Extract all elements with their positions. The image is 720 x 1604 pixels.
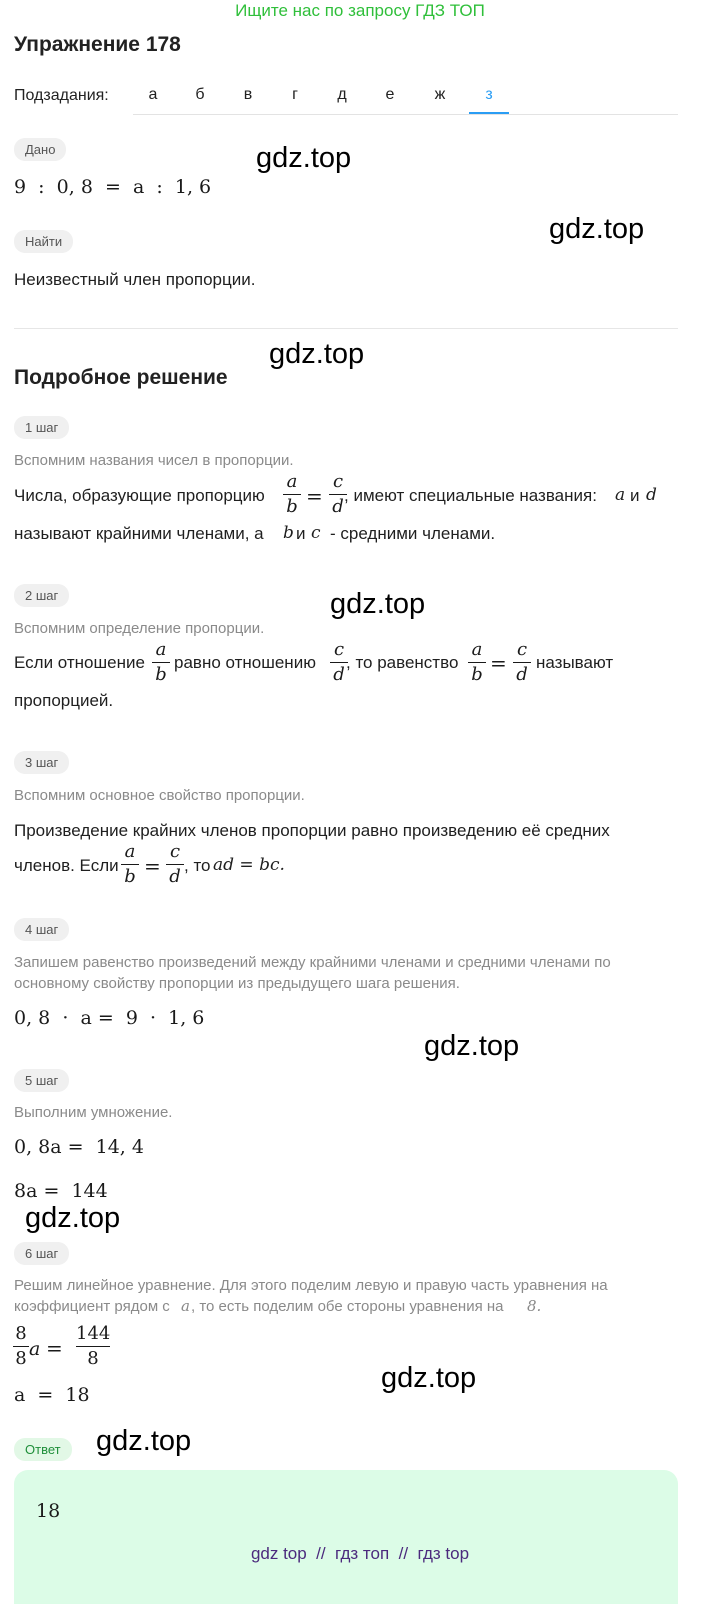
solution-title: Подробное решение [14,366,228,389]
step-text: , то [184,856,211,875]
watermark: gdz.top [549,213,645,245]
step-badge: 2 шаг [14,584,69,607]
step-text: и [296,524,306,543]
equals-sign: = [490,651,507,675]
fraction-c-over-d: c d [513,640,531,685]
subtask-tabs [133,80,678,115]
step-hint: Выполним умножение. [14,1104,173,1121]
math-expression: ad = bc. [213,855,285,875]
tab-d[interactable]: д [337,86,347,103]
tab-zh[interactable]: ж [434,86,446,103]
find-text: Неизвестный член пропорции. [14,270,256,289]
step-text: , имеют специальные названия: [344,486,597,505]
fraction-a-over-b: a b [121,842,139,887]
step-result: a = 18 [14,1384,90,1406]
subtasks-label: Подзадания: [14,87,109,104]
step-hint: Вспомним основное свойство пропорции. [14,787,305,804]
watermark: gdz.top [25,1202,121,1234]
step-text: пропорцией. [14,691,114,710]
math-var: b [283,523,294,543]
math-var: d [646,485,657,505]
tab-z-active[interactable]: з [469,80,509,114]
step-text: равно отношению [174,653,316,672]
promo-banner: Ищите нас по запросу ГДЗ ТОП [235,1,485,20]
fraction-8-over-8: 8 8 [13,1324,29,1369]
fraction-a-over-b: a b [468,640,486,685]
step-text: , то равенство [346,653,459,672]
step-badge: 4 шаг [14,918,69,941]
watermark: gdz.top [96,1425,192,1457]
watermark: gdz.top [381,1362,477,1394]
step-formula: 0, 8 · a = 9 · 1, 6 [14,1007,205,1029]
given-formula: 9 : 0, 8 = a : 1, 6 [14,176,212,198]
page-title: Упражнение 178 [14,33,181,56]
step-text: называют крайними членами, а [14,524,264,543]
step-formula: 0, 8a = 14, 4 [14,1136,144,1158]
step-hint: Вспомним определение пропорции. [14,620,265,637]
step-text: называют [536,653,614,672]
fraction-c-over-d: c d [329,472,347,517]
watermark: gdz.top [424,1030,520,1062]
math-var: a [29,1338,41,1360]
fraction-144-over-8: 144 8 [76,1323,111,1369]
fraction-a-over-b: a b [152,640,170,685]
step-text: и [630,486,640,505]
step-text: членов. Если [14,856,119,875]
step-badge: 1 шаг [14,416,69,439]
step-hint: коэффициент рядом с [14,1298,170,1315]
tab-v[interactable]: в [243,86,253,103]
step-text: Числа, образующие пропорцию [14,486,265,505]
step-hint: основному свойству пропорции из предыдущего шага решения. [14,975,460,992]
given-badge: Дано [14,138,66,161]
step-formula: 8a = 144 [14,1180,108,1202]
step-text: - средними членами. [330,524,496,543]
watermark: gdz.top [256,142,352,174]
answer-value: 18 [36,1500,61,1522]
equals-sign: = [46,1336,63,1360]
math-var: a [181,1297,190,1315]
math-var: 8. [527,1297,542,1315]
step-badge: 5 шаг [14,1069,69,1092]
step-text: Если отношение [14,653,145,672]
answer-box [14,1470,678,1604]
watermark: gdz.top [269,338,365,370]
step-hint: Решим линейное уравнение. Для этого поделим левую и правую часть уравнения на [14,1277,608,1294]
math-var: c [311,523,321,543]
fraction-c-over-d: c d [330,640,348,685]
step-badge: 3 шаг [14,751,69,774]
find-badge: Найти [14,230,73,253]
step-text: Произведение крайних членов пропорции равно произведению её средних [14,821,610,840]
footer-links[interactable]: gdz top // гдз топ // гдз top [250,1544,470,1563]
math-var: a [615,485,626,505]
fraction-c-over-d: c d [166,842,184,887]
step-hint: Вспомним названия чисел в пропорции. [14,452,294,469]
step-hint: Запишем равенство произведений между крайними членами и средними членами по [14,954,611,971]
tab-a[interactable]: а [148,86,158,103]
equals-sign: = [306,484,323,508]
equals-sign: = [144,854,161,878]
watermark: gdz.top [330,588,426,620]
tab-e[interactable]: е [385,86,395,103]
step-hint: , то есть поделим обе стороны уравнения на [191,1298,504,1315]
tab-b[interactable]: б [195,86,205,103]
answer-badge: Ответ [14,1438,72,1461]
section-divider [14,328,678,329]
fraction-a-over-b: a b [283,472,301,517]
tab-g[interactable]: г [292,86,298,103]
step-badge: 6 шаг [14,1242,69,1265]
